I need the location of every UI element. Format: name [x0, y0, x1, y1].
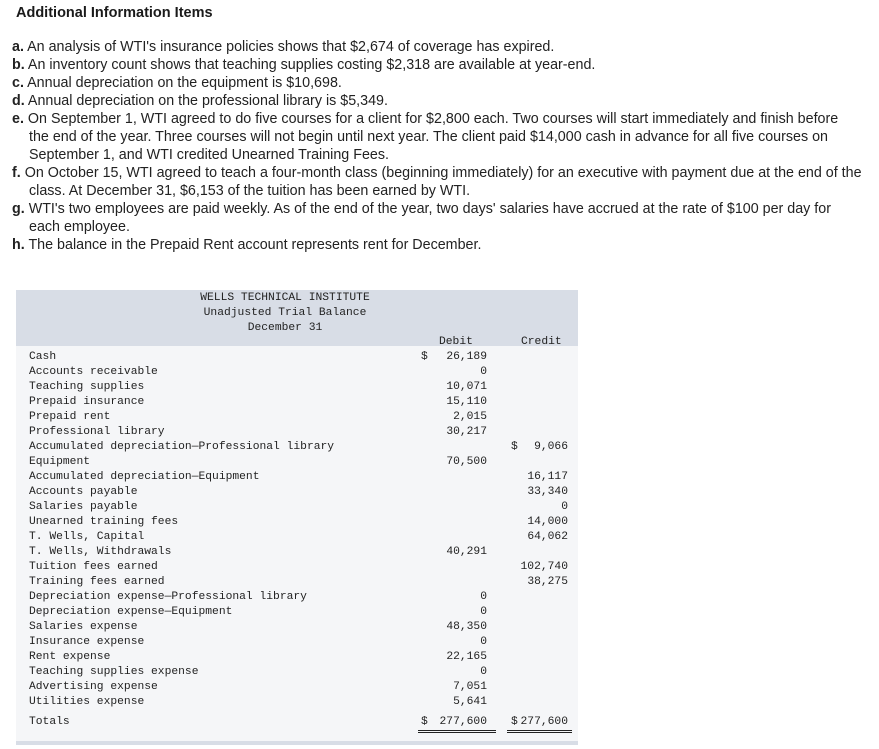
debit-amount: 26,189 [446, 351, 487, 363]
table-row [16, 605, 578, 620]
debit-amount: 30,217 [446, 426, 487, 438]
table-row [16, 485, 578, 500]
debit-amount: 15,110 [446, 396, 487, 408]
credit-amount: 14,000 [527, 516, 568, 528]
info-item-c [12, 74, 862, 92]
item-text: Annual depreciation on the equipment is $10,698. [27, 75, 342, 91]
table-row [16, 380, 578, 395]
account-name: Advertising expense [29, 681, 158, 693]
info-item-g [12, 200, 862, 236]
table-row [16, 575, 578, 590]
account-name: Cash [29, 351, 57, 363]
table-row [16, 395, 578, 410]
item-label: c. [12, 75, 24, 91]
credit-column-header: Credit [521, 336, 562, 348]
table-row [16, 365, 578, 380]
debit-dollar-sign: $ [421, 351, 428, 363]
debit-amount: 22,165 [446, 651, 487, 663]
account-name: Accumulated depreciation—Professional library [29, 441, 335, 453]
account-name: Teaching supplies [29, 381, 145, 393]
debit-amount: 0 [480, 591, 487, 603]
account-name: T. Wells, Capital [29, 531, 145, 543]
debit-amount: 5,641 [453, 696, 487, 708]
debit-amount: 40,291 [446, 546, 487, 558]
table-row [16, 515, 578, 530]
item-label: g. [12, 201, 25, 217]
company-name: WELLS TECHNICAL INSTITUTE [200, 292, 370, 304]
total-underline [507, 730, 572, 731]
info-item-b [12, 56, 862, 74]
statement-date: December 31 [247, 322, 323, 334]
total-underline [507, 732, 572, 733]
table-row [16, 545, 578, 560]
credit-amount: 9,066 [534, 441, 568, 453]
table-row [16, 560, 578, 575]
item-text: On October 15, WTI agreed to teach a four-month class (beginning immediately) for an executive with payment due at the end of the class. At December 31, $6,153 of the tuition has been earned by WTI. [24, 165, 862, 199]
debit-amount: 48,350 [446, 621, 487, 633]
table-footer-band [16, 741, 578, 745]
debit-amount: 7,051 [453, 681, 487, 693]
account-name: Teaching supplies expense [29, 666, 199, 678]
table-row [16, 425, 578, 440]
page-heading: Additional Information Items [16, 5, 213, 21]
credit-dollar-sign: $ [511, 716, 518, 728]
credit-amount: 277,600 [520, 716, 568, 728]
account-name: Rent expense [29, 651, 111, 663]
debit-column-header: Debit [439, 336, 473, 348]
item-text: WTI's two employees are paid weekly. As of the end of the year, two days' salaries have accrued at the rate of $100 per day for each employee. [28, 201, 831, 235]
item-text: An inventory count shows that teaching supplies costing $2,318 are available at year-end. [27, 57, 596, 73]
debit-amount: 70,500 [446, 456, 487, 468]
credit-amount: 64,062 [527, 531, 568, 543]
item-label: h. [12, 237, 25, 253]
table-row [16, 620, 578, 635]
account-name: Salaries payable [29, 501, 138, 513]
table-row [16, 695, 578, 710]
trial-balance-rows [16, 350, 578, 730]
table-row [16, 470, 578, 485]
credit-amount: 0 [561, 501, 568, 513]
item-label: b. [12, 57, 25, 73]
credit-dollar-sign: $ [511, 441, 518, 453]
account-name: Salaries expense [29, 621, 138, 633]
account-name: Totals [29, 716, 70, 728]
credit-amount: 33,340 [527, 486, 568, 498]
table-title-block [16, 291, 578, 336]
item-text: On September 1, WTI agreed to do five courses for a client for $2,800 each. Two courses will start immediately and finish before the end of the year. Three courses will not begin until next year. The client paid $14,000 cash in advance for all five courses on September 1, and WTI credited Unearned Training Fees. [27, 111, 839, 163]
account-name: Accounts receivable [29, 366, 158, 378]
account-name: Unearned training fees [29, 516, 179, 528]
account-name: Depreciation expense—Equipment [29, 606, 233, 618]
total-underline [418, 732, 496, 733]
debit-amount: 0 [480, 366, 487, 378]
account-name: Depreciation expense—Professional library [29, 591, 307, 603]
table-row [16, 665, 578, 680]
table-row [16, 440, 578, 455]
trial-balance-table [16, 290, 578, 745]
item-label: a. [12, 39, 24, 55]
info-item-d [12, 92, 862, 110]
table-row [16, 680, 578, 695]
table-row [16, 455, 578, 470]
item-label: d. [12, 93, 25, 109]
info-item-e [12, 110, 862, 164]
table-row [16, 650, 578, 665]
info-item-f [12, 164, 862, 200]
debit-amount: 0 [480, 636, 487, 648]
table-row [16, 530, 578, 545]
info-item-a [12, 38, 862, 56]
table-row [16, 410, 578, 425]
account-name: Training fees earned [29, 576, 165, 588]
table-row [16, 350, 578, 365]
debit-amount: 10,071 [446, 381, 487, 393]
item-text: Annual depreciation on the professional library is $5,349. [27, 93, 388, 109]
debit-amount: 2,015 [453, 411, 487, 423]
debit-amount: 0 [480, 666, 487, 678]
table-row [16, 635, 578, 650]
account-name: Accounts payable [29, 486, 138, 498]
item-text: The balance in the Prepaid Rent account represents rent for December. [28, 237, 482, 253]
table-row [16, 590, 578, 605]
debit-amount: 277,600 [439, 716, 487, 728]
totals-row [16, 715, 578, 730]
info-item-h [12, 236, 862, 254]
account-name: Tuition fees earned [29, 561, 158, 573]
total-underline [418, 730, 496, 731]
credit-amount: 16,117 [527, 471, 568, 483]
credit-amount: 38,275 [527, 576, 568, 588]
account-name: Prepaid rent [29, 411, 111, 423]
item-text: An analysis of WTI's insurance policies shows that $2,674 of coverage has expired. [27, 39, 555, 55]
statement-title: Unadjusted Trial Balance [203, 307, 367, 319]
account-name: Utilities expense [29, 696, 145, 708]
credit-amount: 102,740 [520, 561, 568, 573]
debit-amount: 0 [480, 606, 487, 618]
account-name: Prepaid insurance [29, 396, 145, 408]
account-name: Equipment [29, 456, 91, 468]
account-name: Accumulated depreciation—Equipment [29, 471, 260, 483]
account-name: Professional library [29, 426, 165, 438]
item-label: f. [12, 165, 21, 181]
table-row [16, 500, 578, 515]
account-name: Insurance expense [29, 636, 145, 648]
debit-dollar-sign: $ [421, 716, 428, 728]
additional-info-list [12, 38, 862, 254]
account-name: T. Wells, Withdrawals [29, 546, 172, 558]
item-label: e. [12, 111, 24, 127]
